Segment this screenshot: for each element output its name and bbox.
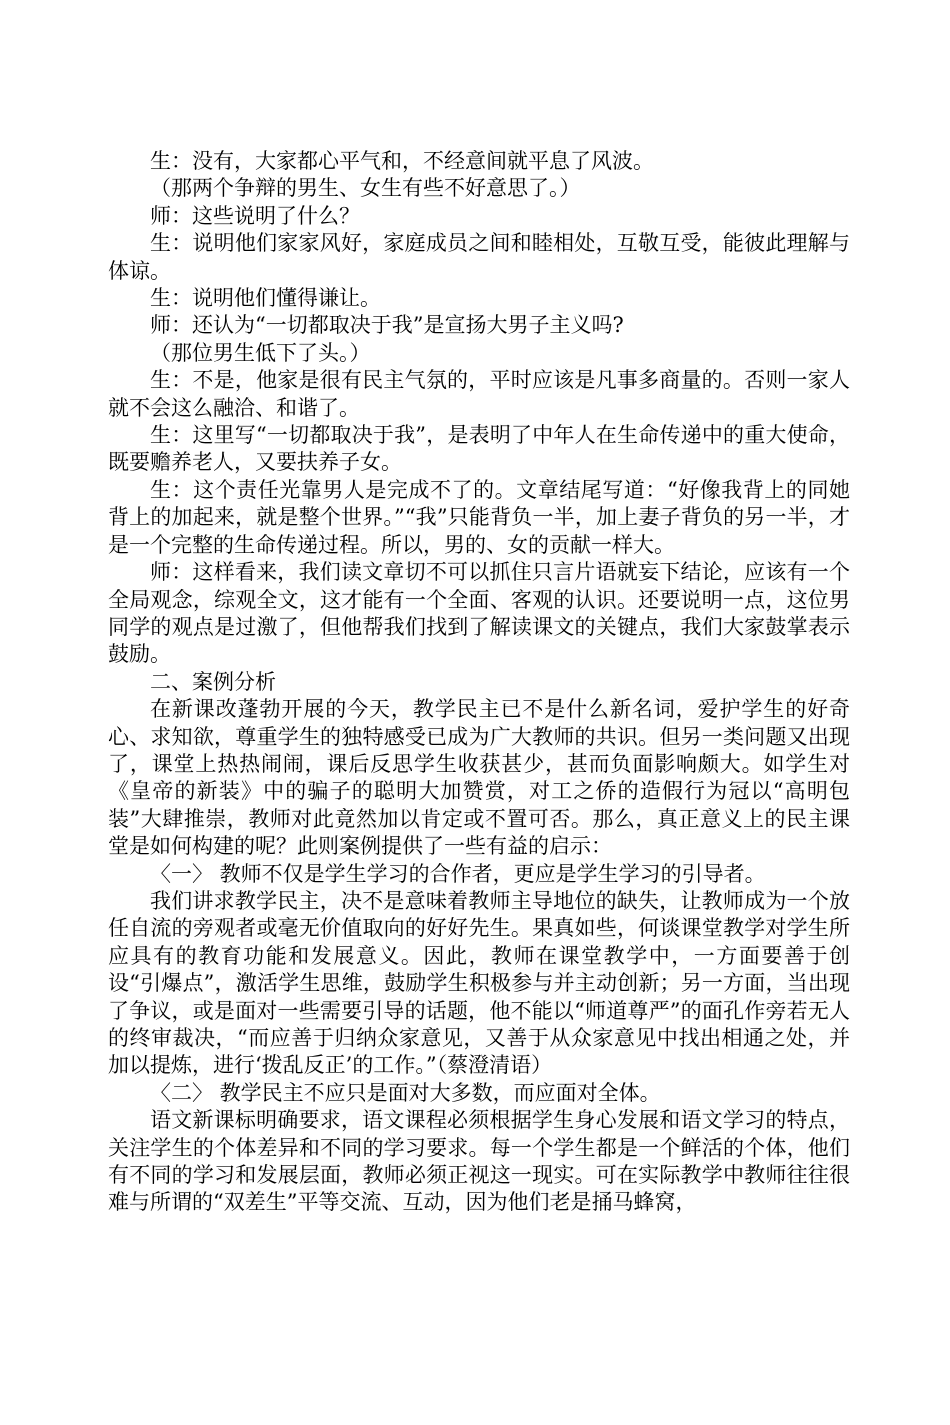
paragraph-dialogue: 师：还认为“一切都取决于我”是宣扬大男子主义吗? (150, 313, 624, 338)
paragraph-body: 在新课改蓬勃开展的今天，教学民主已不是什么新名词，爱护学生的好奇心、求知欲，尊重学生的独特感受已成为广大教师的共识。但另一类问题又出现了，课堂上热热闹闹，课后反思学生收获甚少，甚而负面影响颇大。如学生对《皇帝的新装》中的骗子的聪明大加赞赏，对工之侨的造假行为冠以“高明包装”大肆推崇，教师对此竟然加以肯定或不置可否。那么，真正意义上的民主课堂是如何构建的呢？此则案例提供了一些有益的启示： (108, 697, 850, 859)
paragraph-dialogue: 生：没有，大家都心平气和，不经意间就平息了风波。 (150, 149, 654, 173)
paragraph-dialogue: 生：不是，他家是很有民主气氛的，平时应该是凡事多商量的。否则一家人就不会这么融洽、和谐了。 (108, 368, 850, 420)
paragraph-dialogue: 生：说明他们懂得谦让。 (150, 286, 381, 311)
subsection-heading: 〈一〉 教师不仅是学生学习的合作者，更应是学生学习的引导者。 (150, 861, 766, 886)
section-heading: 二、案例分析 (150, 669, 276, 694)
paragraph-dialogue: 生：说明他们家家风好，家庭成员之间和睦相处，互敬互受，能彼此理解与体谅。 (108, 231, 850, 283)
paragraph-stage-note: （那位男生低下了头。） (150, 340, 371, 365)
subsection-heading: 〈二〉 教学民主不应只是面对大多数，而应面对全体。 (150, 1080, 661, 1105)
paragraph-dialogue: 师：这些说明了什么？ (150, 203, 360, 228)
paragraph-dialogue: 生：这里写“一切都取决于我”，是表明了中年人在生命传递中的重大使命，既要赡养老人，又要扶养子女。 (108, 423, 850, 475)
paragraph-body: 我们讲求教学民主，决不是意味着教师主导地位的缺失，让教师成为一个放任自流的旁观者或毫无价值取向的好好先生。果真如些，何谈课堂教学对学生所应具有的教育功能和发展意义。因此，教师在课堂教学中，一方面要善于创设“引爆点”，激活学生思维，鼓励学生积极参与并主动创新；另一方面，当出现了争议，或是面对一些需要引导的话题，他不能以“师道尊严”的面孔作旁若无人的终审裁决，“而应善于归纳众家意见，又善于从众家意见中找出相通之处，并加以提炼，进行‘拨乱反正’的工作。”（蔡澄清语） (108, 888, 850, 1078)
paragraph-dialogue: 生：这个责任光靠男人是完成不了的。文章结尾写道：“好像我背上的同她背上的加起来，就是整个世界。”“我”只能背负一半，加上妻子背负的另一半，才是一个完整的生命传递过程。所以，男的、女的贡献一样大。 (108, 477, 850, 557)
paragraph-dialogue: 师：这样看来，我们读文章切不可以抓住只言片语就妄下结论，应该有一个全局观念，综观全文，这才能有一个全面、客观的认识。还要说明一点，这位男同学的观点是过激了，但他帮我们找到了解读课文的关键点，我们大家鼓掌表示鼓励。 (108, 560, 850, 667)
paragraph-body: 语文新课标明确要求，语文课程必须根据学生身心发展和语文学习的特点，关注学生的个体差异和不同的学习要求。每一个学生都是一个鲜活的个体，他们有不同的学习和发展层面，教师必须正视这一现实。可在实际教学中教师往往很难与所谓的“双差生”平等交流、互动，因为他们老是捅马蜂窝， (108, 1108, 850, 1215)
document-page (108, 148, 850, 1217)
paragraph-stage-note: （那两个争辩的男生、女生有些不好意思了。） (150, 176, 581, 201)
